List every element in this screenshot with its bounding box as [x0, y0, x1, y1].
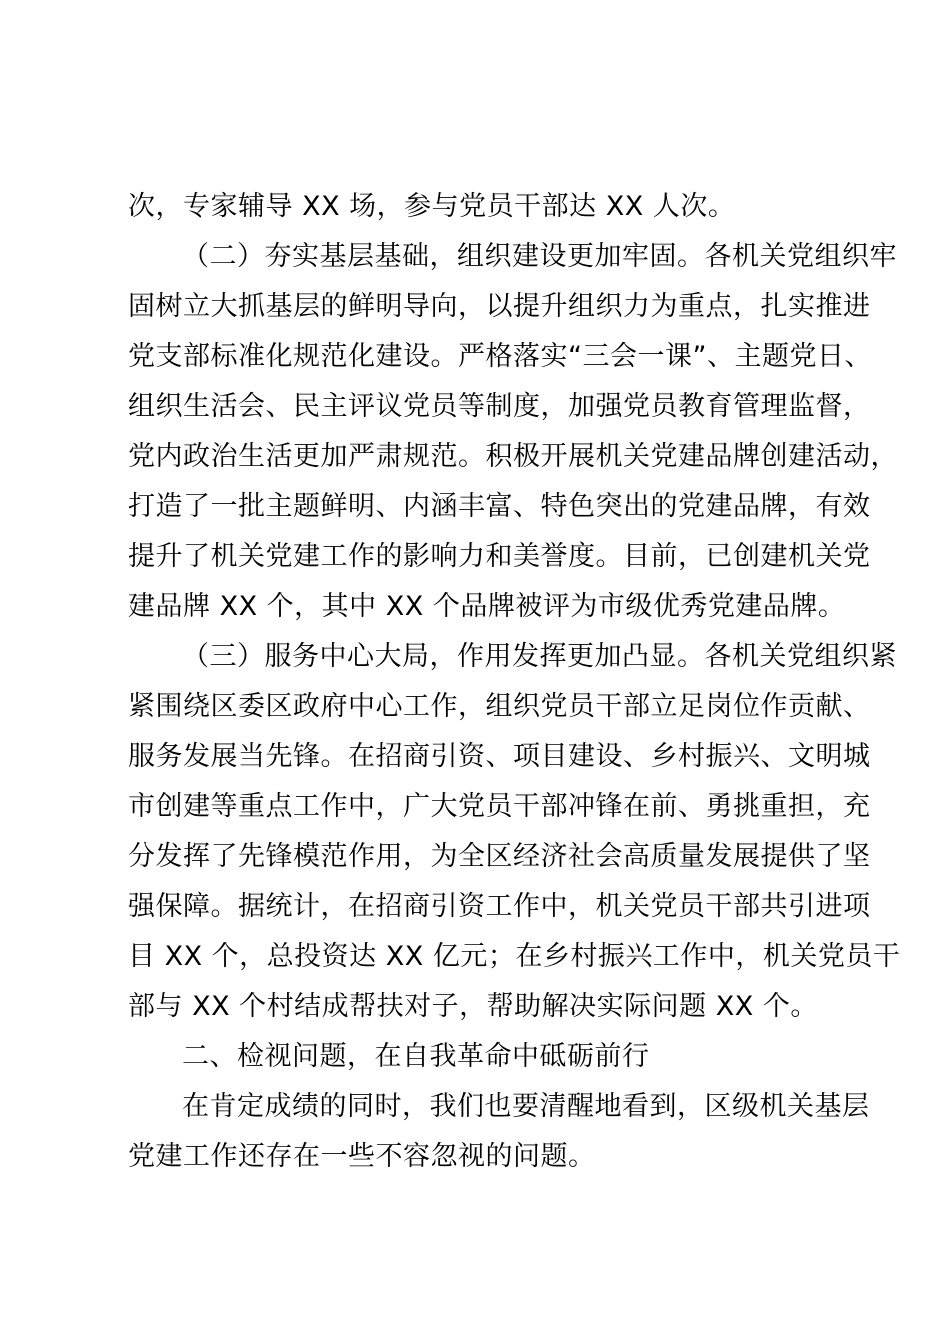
text-line: 部与 XX 个村结成帮扶对子，帮助解决实际问题 XX 个。 — [128, 991, 818, 1022]
text-line: 提升了机关党建工作的影响力和美誉度。目前，已创建机关党 — [128, 541, 871, 572]
text-line: 党建工作还存在一些不容忽视的问题。 — [128, 1141, 596, 1172]
text-line: 党内政治生活更加严肃规范。积极开展机关党建品牌创建活动， — [128, 441, 898, 472]
text-line: 市创建等重点工作中，广大党员干部冲锋在前、勇挑重担，充 — [128, 791, 871, 822]
text-line: 组织生活会、民主评议党员等制度，加强党员教育管理监督， — [128, 391, 871, 422]
text-line: 强保障。据统计，在招商引资工作中，机关党员干部共引进项 — [128, 891, 871, 922]
text-line: 紧围绕区委区政府中心工作，组织党员干部立足岗位作贡献、 — [128, 691, 871, 722]
text-line: 目 XX 个，总投资达 XX 亿元；在乡村振兴工作中，机关党员干 — [128, 941, 901, 972]
text-line: 建品牌 XX 个，其中 XX 个品牌被评为市级优秀党建品牌。 — [128, 591, 846, 622]
paragraph-3-first-line: （三）服务中心大局，作用发挥更加凸显。各机关党组织紧 — [182, 641, 897, 672]
text-line: 固树立大抓基层的鲜明导向，以提升组织力为重点，扎实推进 — [128, 291, 871, 322]
text-line: 党支部标准化规范化建设。严格落实“三会一课”、主题党日、 — [128, 341, 872, 372]
paragraph-2-first-line: （二）夯实基层基础，组织建设更加牢固。各机关党组织牢 — [182, 241, 897, 272]
text-line: 分发挥了先锋模范作用，为全区经济社会高质量发展提供了坚 — [128, 841, 871, 872]
text-line: 次，专家辅导 XX 场，参与党员干部达 XX 人次。 — [128, 191, 736, 222]
text-line: 服务发展当先锋。在招商引资、项目建设、乡村振兴、文明城 — [128, 741, 871, 772]
paragraph-first-line: 在肯定成绩的同时，我们也要清醒地看到，区级机关基层 — [182, 1091, 870, 1122]
section-heading: 二、检视问题，在自我革命中砥砺前行 — [182, 1041, 650, 1072]
text-line: 打造了一批主题鲜明、内涵丰富、特色突出的党建品牌，有效 — [128, 491, 871, 522]
